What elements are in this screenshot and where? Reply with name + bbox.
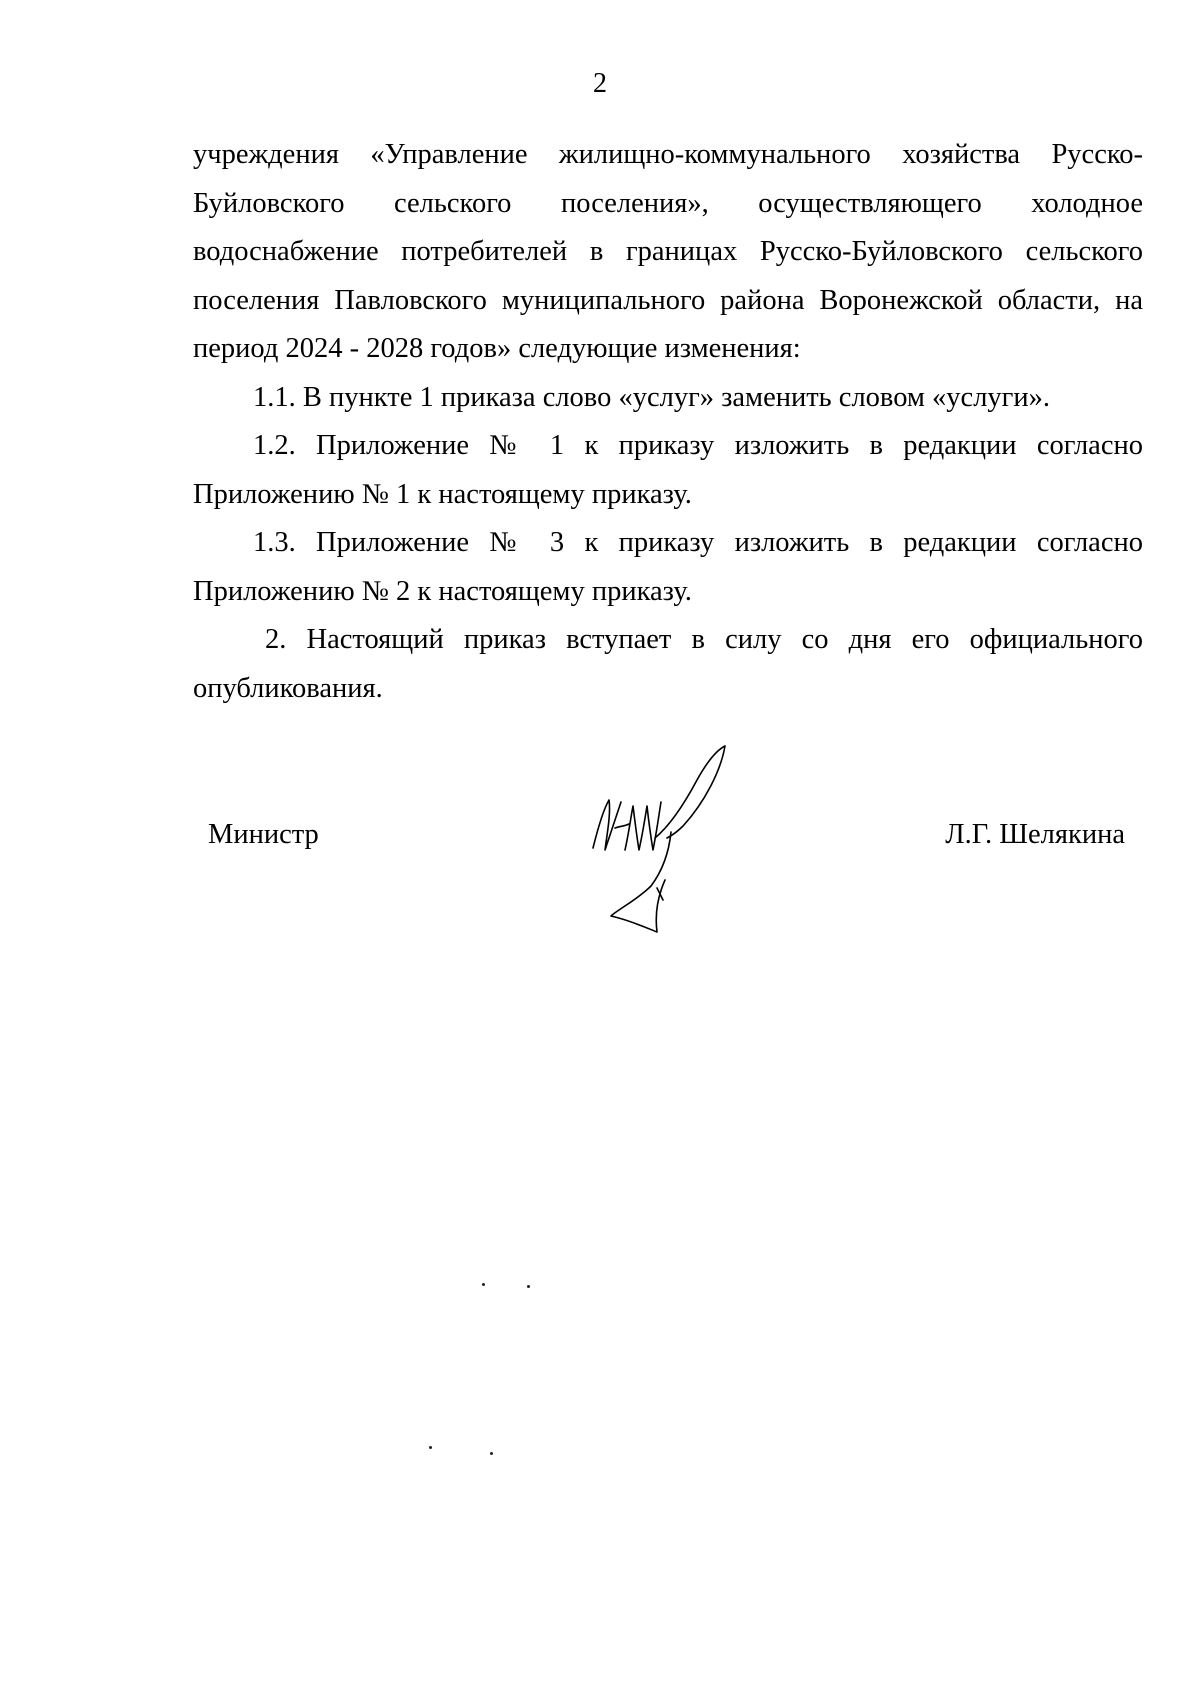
handwritten-signature — [585, 740, 755, 935]
paragraph-2: 2. Настоящий приказ вступает в силу со дня его официального опубликования. — [193, 624, 1143, 704]
scan-speck — [429, 1446, 432, 1449]
signatory-title: Министр — [208, 819, 319, 850]
scan-speck — [482, 1283, 485, 1286]
scan-speck — [490, 1452, 493, 1455]
page-number: 2 — [593, 68, 607, 99]
paragraph-1-3: 1.3. Приложение № 3 к приказу изложить в редакции согласно Приложению № 2 к настоящему приказу. — [193, 527, 1143, 607]
scan-speck — [527, 1285, 530, 1288]
paragraph-1-2: 1.2. Приложение № 1 к приказу изложить в редакции согласно Приложению № 1 к настоящему приказу. — [193, 430, 1143, 510]
signatory-name: Л.Г. Шелякина — [945, 819, 1125, 850]
paragraph-1-1: 1.1. В пункте 1 приказа слово «услуг» заменить словом «услуги». — [253, 381, 1050, 413]
document-body — [193, 131, 1143, 713]
paragraph-continuation: учреждения «Управление жилищно-коммунального хозяйства Русско-Буйловского сельского поселения», осуществляющего холодное водоснабжение потребителей в границах Русско-Буйловского сельского поселения Павловского муниципального района Воронежской области, на период 2024 - 2028 годов» следующие изменения: — [193, 139, 1143, 364]
